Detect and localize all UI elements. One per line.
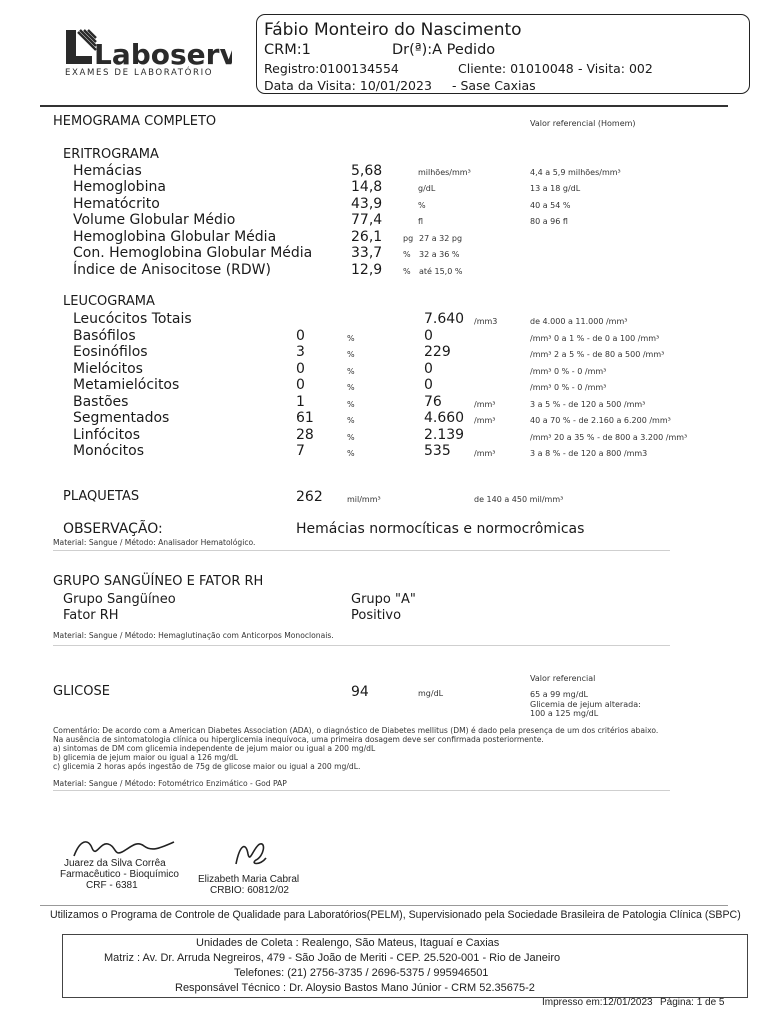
- signature-scribble-elizabeth: [230, 840, 270, 870]
- leuco-row-name: Linfócitos: [73, 427, 140, 443]
- logo-tagline: EXAMES DE LABORATÓRIO: [65, 68, 214, 78]
- patient-name: Fábio Monteiro do Nascimento: [264, 20, 522, 40]
- leucograma-title: LEUCOGRAMA: [63, 294, 155, 309]
- leuco-row-pct-unit: %: [347, 400, 355, 409]
- leuco-row-name: Monócitos: [73, 443, 145, 459]
- eritro-row-name: Hemoglobina Globular Média: [73, 229, 277, 245]
- leuco-row-abs-unit: /mm³: [474, 416, 496, 425]
- logo-wordmark: Laboserv: [94, 38, 232, 71]
- leuco-row-ref: 3 a 8 % - de 120 a 800 /mm3: [530, 449, 648, 458]
- eritro-row-value: 43,9: [351, 196, 383, 212]
- leuco-row-abs-unit: /mm³: [474, 400, 496, 409]
- leuco-row-pct: 0: [296, 361, 305, 377]
- eritro-row-name: Con. Hemoglobina Globular Média: [73, 245, 313, 261]
- leuco-total-name: Leucócitos Totais: [73, 311, 192, 327]
- leuco-row-abs: 0: [424, 377, 433, 393]
- comment-line: b) glicemia de jejum maior ou igual a 126 mg/dL: [53, 753, 239, 762]
- signature-name: Elizabeth Maria Cabral: [198, 874, 300, 885]
- leuco-row-pct: 28: [296, 427, 314, 443]
- plaquetas-ref: de 140 a 450 mil/mm³: [474, 495, 564, 504]
- eritro-row-name: Índice de Anisocitose (RDW): [73, 262, 271, 278]
- leuco-row-ref: /mm³ 0 % - 0 /mm³: [530, 367, 607, 376]
- eritro-row-unit: pg: [403, 234, 414, 243]
- footer-phones: Telefones: (21) 2756-3735 / 2696-5375 / 995946501: [234, 967, 489, 979]
- leuco-row-abs-unit: /mm³: [474, 449, 496, 458]
- visit-date: Data da Visita: 10/01/2023: [264, 78, 432, 93]
- leuco-row-abs: 2.139: [424, 427, 465, 443]
- eritro-row-unit: fl: [418, 217, 424, 226]
- comment-line: Comentário: De acordo com a American Diabetes Association (ADA), o diagnóstico de Diabetes mellitus (DM) é dado pela presença de um dos critérios abaixo.: [53, 726, 659, 735]
- footer-units: Unidades de Coleta : Realengo, São Mateus, Itaguaí e Caxias: [196, 937, 500, 949]
- visit-unit: - Sase Caxias: [452, 78, 536, 93]
- plaquetas-name: PLAQUETAS: [63, 489, 140, 504]
- eritro-row-unit: %: [403, 267, 411, 276]
- eritro-row-name: Hemoglobina: [73, 179, 166, 195]
- eritro-row-ref: 4,4 a 5,9 milhões/mm³: [530, 168, 621, 177]
- leuco-total-ref: de 4.000 a 11.000 /mm³: [530, 317, 628, 326]
- leuco-row-ref: 3 a 5 % - de 120 a 500 /mm³: [530, 400, 646, 409]
- leuco-row-pct: 0: [296, 328, 305, 344]
- leuco-row-pct: 1: [296, 394, 305, 410]
- leuco-row-name: Basófilos: [73, 328, 136, 344]
- leuco-row-abs: 0: [424, 361, 433, 377]
- leuco-row-abs: 535: [424, 443, 451, 459]
- leuco-row-ref: /mm³ 20 a 35 % - de 800 a 3.200 /mm³: [530, 433, 688, 442]
- grupo-row-value: Positivo: [351, 608, 402, 623]
- leuco-row-pct-unit: %: [347, 416, 355, 425]
- doctor-label: Dr(ª):A Pedido: [392, 42, 496, 58]
- grupo-divider: [53, 645, 670, 646]
- hemograma-material: Material: Sangue / Método: Analisador Hematológico.: [53, 538, 256, 547]
- visita-number: - Visita: 002: [578, 61, 653, 76]
- leuco-row-pct-unit: %: [347, 334, 355, 343]
- comment-line: Na ausência de sintomatologia clínica ou hiperglicemia inequívoca, uma primeira dosagem deve ser confirmada posteriormente.: [53, 735, 544, 744]
- glicose-value: 94: [351, 684, 369, 700]
- eritrograma-title: ERITROGRAMA: [63, 147, 159, 162]
- eritro-row-unit: %: [403, 250, 411, 259]
- hemograma-ref-header: Valor referencial (Homem): [530, 119, 636, 128]
- quality-note: Utilizamos o Programa de Controle de Qualidade para Laboratórios(PELM), Supervisionado pela Sociedade Brasileira de Patologia Clínica (SBPC): [50, 909, 741, 921]
- eritro-row-value: 26,1: [351, 229, 383, 245]
- eritro-row-ref: 27 a 32 pg: [419, 234, 463, 243]
- glicose-ref-line: Glicemia de jejum alterada:: [530, 700, 641, 709]
- leuco-row-pct-unit: %: [347, 433, 355, 442]
- plaquetas-unit: mil/mm³: [347, 495, 381, 504]
- leuco-row-ref: /mm³ 0 % - 0 /mm³: [530, 383, 607, 392]
- glicose-divider: [53, 790, 670, 791]
- grupo-title: GRUPO SANGÜÍNEO E FATOR RH: [53, 574, 264, 589]
- glicose-ref-header: Valor referencial: [530, 674, 596, 683]
- page-number: Página: 1 de 5: [660, 997, 725, 1008]
- glicose-ref-line: 65 a 99 mg/dL: [530, 690, 588, 699]
- observacao-text: Hemácias normocíticas e normocrômicas: [296, 521, 585, 537]
- grupo-row-name: Fator RH: [63, 608, 119, 623]
- eritro-row-ref: até 15,0 %: [419, 267, 463, 276]
- signature-reg: CRF - 6381: [86, 880, 138, 891]
- eritro-row-ref: 40 a 54 %: [530, 201, 571, 210]
- laboserv-logo: [62, 28, 232, 80]
- leuco-row-name: Mielócitos: [73, 361, 143, 377]
- leuco-total-value: 7.640: [424, 311, 465, 327]
- leuco-total-unit: /mm3: [474, 317, 498, 326]
- observacao-label: OBSERVAÇÃO:: [63, 521, 163, 537]
- signature-title: Farmacêutico - Bioquímico: [60, 869, 179, 880]
- comment-line: a) sintomas de DM com glicemia independente de jejum maior ou igual a 200 mg/dL: [53, 744, 376, 753]
- hemograma-divider: [53, 550, 670, 551]
- eritro-row-value: 5,68: [351, 163, 383, 179]
- cliente-number: Cliente: 01010048: [458, 61, 574, 76]
- eritro-row-name: Hemácias: [73, 163, 142, 179]
- leuco-row-ref: /mm³ 0 a 1 % - de 0 a 100 /mm³: [530, 334, 660, 343]
- signature-name: Juarez da Silva Corrêa: [64, 858, 166, 869]
- leuco-row-pct: 3: [296, 344, 305, 360]
- footer-matriz: Matriz : Av. Dr. Arruda Negreiros, 479 - São João de Meriti - CEP. 25.520-001 - Rio de Janeiro: [104, 952, 561, 964]
- leuco-row-pct: 7: [296, 443, 305, 459]
- eritro-row-unit: milhões/mm³: [418, 168, 471, 177]
- leuco-row-ref: 40 a 70 % - de 2.160 a 6.200 /mm³: [530, 416, 671, 425]
- printed-date: Impresso em:12/01/2023: [542, 997, 653, 1008]
- laboserv-logo-mark: [62, 28, 232, 80]
- leuco-row-name: Bastões: [73, 394, 129, 410]
- leuco-row-pct: 0: [296, 377, 305, 393]
- leuco-row-pct-unit: %: [347, 367, 355, 376]
- eritro-row-unit: %: [418, 201, 426, 210]
- leuco-row-name: Eosinófilos: [73, 344, 148, 360]
- leuco-row-name: Segmentados: [73, 410, 170, 426]
- footer-matriz-clip: [104, 952, 588, 964]
- signature-divider: [40, 905, 728, 906]
- leuco-row-abs: 0: [424, 328, 433, 344]
- eritro-row-ref: 80 a 96 fl: [530, 217, 568, 226]
- leuco-row-pct: 61: [296, 410, 314, 426]
- eritro-row-unit: g/dL: [418, 184, 436, 193]
- leuco-row-abs: 76: [424, 394, 442, 410]
- glicose-material: Material: Sangue / Método: Fotométrico Enzimático - God PAP: [53, 779, 287, 788]
- eritro-row-value: 77,4: [351, 212, 383, 228]
- grupo-row-value: Grupo "A": [351, 592, 416, 607]
- grupo-row-name: Grupo Sangüíneo: [63, 592, 176, 607]
- plaquetas-value: 262: [296, 489, 323, 505]
- leuco-row-pct-unit: %: [347, 383, 355, 392]
- glicose-unit: mg/dL: [418, 689, 444, 698]
- eritro-row-ref: 13 a 18 g/dL: [530, 184, 581, 193]
- crm-label: CRM:1: [264, 42, 311, 58]
- eritro-row-value: 33,7: [351, 245, 383, 261]
- eritro-row-name: Volume Globular Médio: [73, 212, 236, 228]
- footer-responsavel: Responsável Técnico : Dr. Aloysio Bastos Mano Júnior - CRM 52.35675-2: [175, 982, 535, 994]
- leuco-row-abs: 4.660: [424, 410, 465, 426]
- leuco-row-ref: /mm³ 2 a 5 % - de 80 a 500 /mm³: [530, 350, 665, 359]
- comment-line: c) glicemia 2 horas após ingestão de 75g de glicose maior ou igual a 200 mg/dL.: [53, 762, 361, 771]
- hemograma-title: HEMOGRAMA COMPLETO: [53, 114, 217, 129]
- eritro-row-name: Hematócrito: [73, 196, 160, 212]
- eritro-row-ref: 32 a 36 %: [419, 250, 460, 259]
- registro-number: Registro:0100134554: [264, 61, 399, 76]
- leuco-row-name: Metamielócitos: [73, 377, 180, 393]
- glicose-name: GLICOSE: [53, 684, 110, 699]
- eritro-row-value: 14,8: [351, 179, 383, 195]
- leuco-row-pct-unit: %: [347, 350, 355, 359]
- glicose-ref-line: 100 a 125 mg/dL: [530, 709, 599, 718]
- leuco-row-abs: 229: [424, 344, 451, 360]
- header-divider: [40, 105, 728, 107]
- signature-reg: CRBIO: 60812/02: [210, 885, 289, 896]
- leuco-row-pct-unit: %: [347, 449, 355, 458]
- eritro-row-value: 12,9: [351, 262, 383, 278]
- grupo-material: Material: Sangue / Método: Hemaglutinação com Anticorpos Monoclonais.: [53, 631, 334, 640]
